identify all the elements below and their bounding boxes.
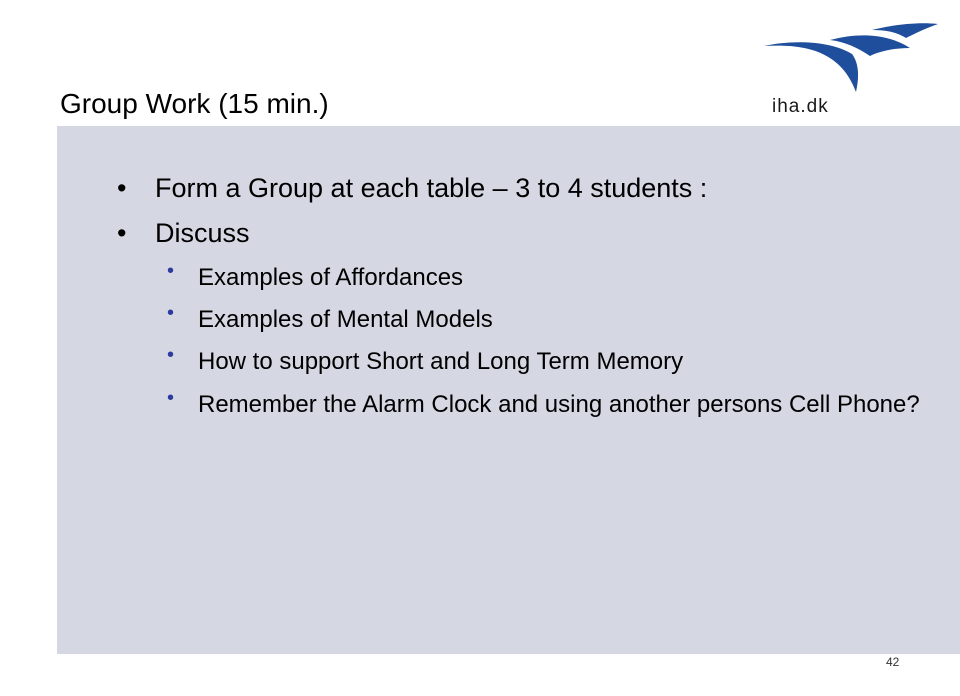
bullet-text: Discuss xyxy=(155,218,250,248)
sub-bullet-text: Remember the Alarm Clock and using another persons Cell Phone? xyxy=(198,391,920,418)
sub-bullet-text: Examples of Mental Models xyxy=(198,306,493,333)
logo-wing-large xyxy=(764,42,858,92)
sub-bullet-dot-icon: • xyxy=(167,344,175,366)
logo-text: iha.dk xyxy=(772,96,829,117)
content-panel xyxy=(57,126,960,654)
bullet-dot-icon: • xyxy=(117,218,127,248)
bullet-dot-icon: • xyxy=(117,173,127,203)
sub-bullet-text: Examples of Affordances xyxy=(198,264,464,291)
sub-bullet-dot-icon: • xyxy=(167,387,175,409)
sub-bullet-dot-icon: • xyxy=(167,302,175,324)
bullet-text: Form a Group at each table – 3 to 4 students : xyxy=(155,173,708,203)
sub-bullet-dot-icon: • xyxy=(167,260,175,282)
page-number: 42 xyxy=(886,655,900,669)
logo-wing-small xyxy=(872,23,938,38)
sub-bullet-text: How to support Short and Long Term Memory xyxy=(198,348,684,375)
slide-title: Group Work (15 min.) xyxy=(60,88,329,119)
